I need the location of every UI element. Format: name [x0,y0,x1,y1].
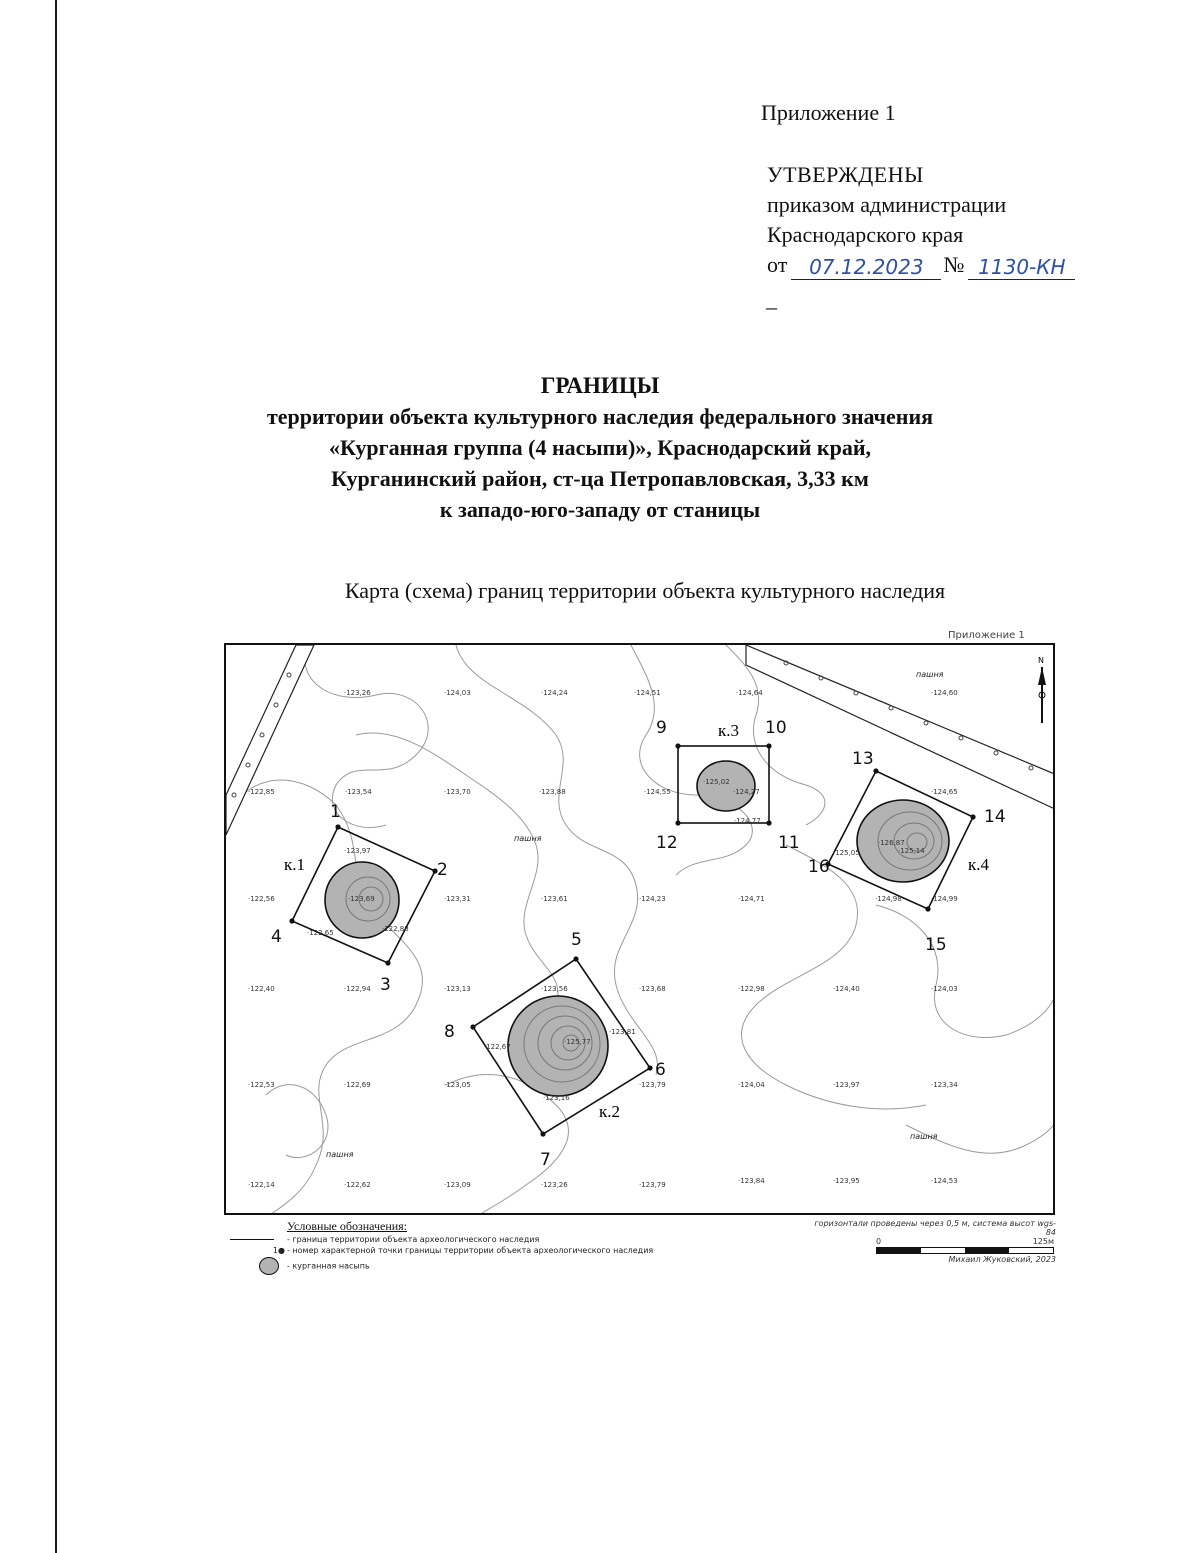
elevation-mark: ·123,09 [444,1181,471,1189]
contours-note: горизонтали проведены через 0,5 м, система высот wgs-84 [814,1219,1056,1237]
boundary-point-6 [647,1065,652,1070]
approval-dash: – [766,294,777,319]
elevation-mark: ·125,14 [898,847,925,855]
scale-end: 125м [1032,1237,1054,1246]
boundary-point-label: 9 [656,718,667,738]
elevation-mark: ·122,85 [248,788,275,796]
boundary-point-14 [970,814,975,819]
approved-line-2: Краснодарского края [767,222,964,247]
elevation-mark: ·123,54 [345,788,372,796]
map-legend [230,1219,1060,1299]
boundary-point-8 [470,1024,475,1029]
elevation-mark: ·123,26 [344,689,371,697]
contour-line [742,845,926,1109]
legend-notes [806,1219,1056,1264]
elevation-mark: ·123,56 [541,985,568,993]
elevation-mark: ·124,24 [541,689,568,697]
elevation-mark: ·123,31 [444,895,471,903]
elevation-mark: ·124,03 [931,985,958,993]
boundary-point-label: 7 [540,1150,551,1170]
elevation-mark: ·124,77 [734,817,761,825]
heading-line-3: Курганинский район, ст-ца Петропавловская, 3,33 км [331,466,869,491]
boundary-point-5 [573,956,578,961]
contour-line [876,905,1055,1038]
heading-title: ГРАНИЦЫ [540,373,660,398]
elevation-mark: ·123,05 [444,1081,471,1089]
elevation-mark: ·123,69 [348,895,375,903]
order-no-sign: № [943,252,965,277]
elevation-mark: ·123,84 [738,1177,765,1185]
legend-mound-text: - курганная насыпь [287,1261,370,1271]
elevation-mark: ·123,70 [444,788,471,796]
legend-point-text: - номер характерной точки границы территории объекта археологического наследия [287,1246,654,1255]
order-line [767,250,1075,280]
elevation-mark: ·123,26 [541,1181,568,1189]
elevation-mark: ·124,53 [931,1177,958,1185]
field-label: пашня [326,1150,354,1159]
contour-line [304,645,428,828]
approved-title: УТВЕРЖДЕНЫ [767,162,924,187]
elevation-mark: ·123,13 [444,985,471,993]
boundary-point-label: 15 [925,935,947,955]
elevation-mark: ·124,27 [733,788,760,796]
legend-boundary-text: - граница территории объекта археологического наследия [287,1235,540,1244]
elevation-mark: ·122,53 [248,1081,275,1089]
elevation-mark: ·123,79 [639,1081,666,1089]
north-arrow [1038,656,1046,723]
road-northeast [746,645,1055,810]
order-number: 1130-КН [968,255,1075,280]
boundary-point-12 [675,820,680,825]
boundary-point-label: 4 [271,927,282,947]
elevation-mark: ·122,65 [307,929,334,937]
legend-point-symbol: 1● [272,1246,285,1255]
elevation-mark: ·123,81 [609,1028,636,1036]
elevation-mark: ·122,69 [344,1081,371,1089]
heading-line-2: «Курганная группа (4 насыпи)», Краснодарский край, [328,435,872,460]
boundary-map [224,643,1055,1215]
north-arrow-head [1038,667,1046,685]
elevation-mark: ·124,51 [634,689,661,697]
boundary-point-13 [873,768,878,773]
road-northwest [226,645,314,835]
road-edge [226,645,314,835]
elevation-mark: ·124,71 [738,895,765,903]
legend-mound-row [230,1257,370,1275]
scale-labels [806,1237,1056,1247]
scale-zero: 0 [876,1237,882,1246]
scan-edge-line [55,0,57,1553]
elevation-mark: ·123,97 [344,847,371,855]
elevation-mark: ·124,40 [833,985,860,993]
elevation-mark: ·122,40 [248,985,275,993]
heading-line-1: территории объекта культурного наследия федерального значения [266,404,934,429]
boundary-point-11 [766,820,771,825]
map-canvas [226,645,1055,1215]
elevation-mark: ·123,97 [833,1081,860,1089]
kurgan-3 [678,721,769,823]
kurgan-2-mound [508,996,608,1096]
north-label: N [1038,656,1044,665]
elevation-mark: ·124,99 [931,895,958,903]
elevation-mark: ·124,03 [444,689,471,697]
kurgan-4-label: к.4 [968,855,990,874]
map-corner-label: Приложение 1 [948,630,1025,641]
elevation-mark: ·123,61 [541,895,568,903]
elevation-mark: ·125,77 [564,1038,591,1046]
elevation-mark: ·122,67 [484,1043,511,1051]
road-edge [746,645,1055,810]
order-date: 07.12.2023 [791,255,941,280]
boundary-point-label: 11 [778,833,800,853]
boundary-point-label: 14 [984,807,1006,827]
elevation-mark: ·122,94 [344,985,371,993]
elevation-mark: ·123,88 [539,788,566,796]
document-heading [0,370,1200,525]
elevation-mark: ·123,95 [833,1177,860,1185]
elevation-mark: ·123,68 [639,985,666,993]
approved-line-1: приказом администрации [767,192,1007,217]
boundary-point-label: 12 [656,833,678,853]
boundary-point-label: 13 [852,749,874,769]
elevation-mark: ·124,64 [736,689,763,697]
order-from: от [767,252,788,277]
elevation-mark: ·122,14 [248,1181,275,1189]
kurgan-3-label: к.3 [718,721,740,740]
field-label: пашня [910,1132,938,1141]
elevation-mark: ·124,55 [644,788,671,796]
legend-boundary-symbol [230,1239,274,1240]
boundary-point-10 [766,743,771,748]
elevation-mark: ·124,98 [875,895,902,903]
elevation-mark: ·122,62 [344,1181,371,1189]
elevation-mark: ·123,34 [931,1081,958,1089]
boundary-point-4 [289,918,294,923]
legend-boundary-row [230,1235,539,1244]
legend-point-row [230,1246,653,1255]
boundary-point-label: 5 [571,930,582,950]
boundary-point-label: 2 [437,860,448,880]
field-label: пашня [916,670,944,679]
boundary-point-9 [675,743,680,748]
scale-bar [876,1247,1054,1254]
approval-block [767,160,1075,280]
legend-title: Условные обозначения: [287,1219,408,1233]
boundary-point-label: 16 [808,857,830,877]
map-author: Михаил Жуковский, 2023 [948,1255,1056,1264]
boundary-point-3 [385,960,390,965]
elevation-mark: ·124,65 [931,788,958,796]
contour-line [226,780,422,1215]
boundary-point-15 [925,906,930,911]
elevation-mark: ·122,88 [382,925,409,933]
kurgan-3-mound [697,761,755,811]
kurgan-1-label: к.1 [284,855,306,874]
legend-mound-symbol [259,1257,279,1275]
elevation-mark: ·122,98 [738,985,765,993]
boundary-points [271,718,1006,1170]
elevation-mark: ·124,23 [639,895,666,903]
contour-line [631,645,752,875]
boundary-point-label: 8 [444,1022,455,1042]
elevation-mark: ·124,60 [931,689,958,697]
elevation-mark: ·125,05 [833,849,860,857]
boundary-point-label: 3 [380,975,391,995]
boundary-point-7 [540,1131,545,1136]
boundary-point-1 [335,824,340,829]
map-subtitle: Карта (схема) границ территории объекта культурного наследия [344,578,946,603]
heading-line-4: к западо-юго-западу от станицы [439,497,761,522]
kurgan-4 [828,771,990,909]
boundary-point-label: 10 [765,718,787,738]
elevation-mark: ·124,04 [738,1081,765,1089]
elevation-mark: ·125,02 [703,778,730,786]
boundary-point-label: 1 [330,802,341,822]
field-label: пашня [514,834,542,843]
elevation-mark: ·122,56 [248,895,275,903]
elevation-mark: ·123,16 [543,1094,570,1102]
appendix-label: Приложение 1 [761,100,896,125]
elevation-mark: ·123,79 [639,1181,666,1189]
elevation-mark: ·126,87 [878,839,905,847]
boundary-point-label: 6 [655,1060,666,1080]
kurgan-2-label: к.2 [599,1102,621,1121]
